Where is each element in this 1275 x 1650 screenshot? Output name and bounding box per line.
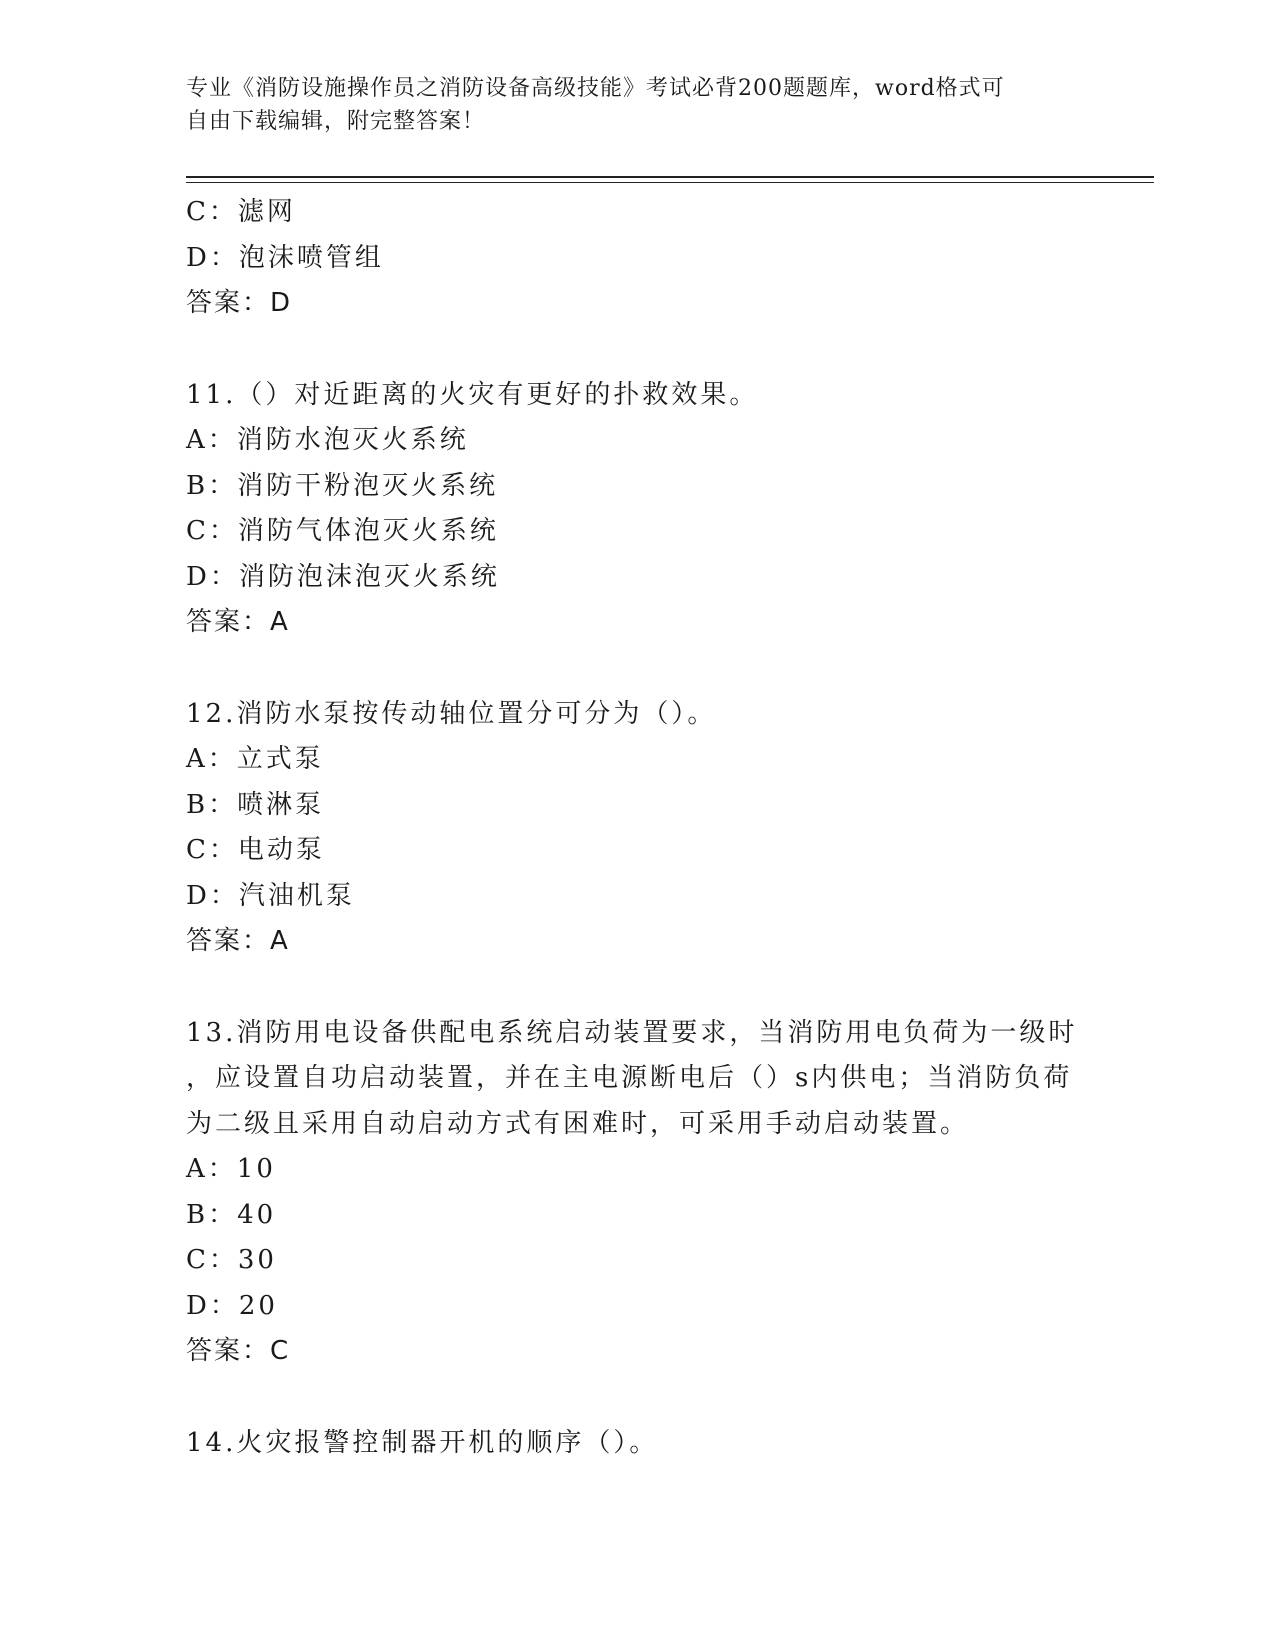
header-line-2: 自由下载编辑，附完整答案！ xyxy=(186,109,486,134)
option-b: B：喷淋泵 xyxy=(186,789,325,820)
answer: 答案：A xyxy=(186,926,290,956)
option-a: A：10 xyxy=(186,1154,276,1184)
option-d: D：消防泡沫泡灭火系统 xyxy=(186,561,500,592)
answer: 答案：A xyxy=(186,607,290,637)
answer: 答案：D xyxy=(186,288,293,318)
header-divider-thick xyxy=(186,176,1154,178)
option-b: B：40 xyxy=(186,1199,277,1230)
question-12 xyxy=(186,692,1086,965)
question-stem-line-2: ，应设置自功启动装置，并在主电源断电后（）s内供电；当消防负荷 xyxy=(186,1063,1073,1093)
header-line-1: 专业《消防设施操作员之消防设备高级技能》考试必背200题题库，word格式可 xyxy=(186,76,1005,101)
document-header xyxy=(186,72,1066,138)
question-stem: 14.火灾报警控制器开机的顺序（）。 xyxy=(186,1427,659,1458)
document-body xyxy=(186,190,1086,1466)
option-d: D：汽油机泵 xyxy=(186,880,355,911)
option-a: A：消防水泡灭火系统 xyxy=(186,425,469,455)
option-b: B：消防干粉泡灭火系统 xyxy=(186,470,499,501)
option-c: C：消防气体泡灭火系统 xyxy=(186,516,499,546)
option-c: C：滤网 xyxy=(186,197,296,227)
question-stem-line-3: 为二级且采用自动启动方式有困难时，可采用手动启动装置。 xyxy=(186,1108,970,1139)
question-10 xyxy=(186,190,1086,327)
answer: 答案：C xyxy=(186,1336,291,1366)
option-c: C：30 xyxy=(186,1245,277,1275)
option-c: C：电动泵 xyxy=(186,835,325,865)
header-divider-thin xyxy=(186,182,1154,183)
question-14 xyxy=(186,1421,1086,1467)
option-d: D：泡沫喷管组 xyxy=(186,242,384,273)
question-11 xyxy=(186,373,1086,646)
option-a: A：立式泵 xyxy=(186,744,324,774)
option-d: D：20 xyxy=(186,1290,278,1321)
question-13 xyxy=(186,1011,1086,1375)
question-stem: 12.消防水泵按传动轴位置分可分为（）。 xyxy=(186,698,717,729)
question-stem: 11.（）对近距离的火灾有更好的扑救效果。 xyxy=(186,379,759,410)
question-stem-line-1: 13.消防用电设备供配电系统启动装置要求，当消防用电负荷为一级时 xyxy=(186,1017,1078,1048)
